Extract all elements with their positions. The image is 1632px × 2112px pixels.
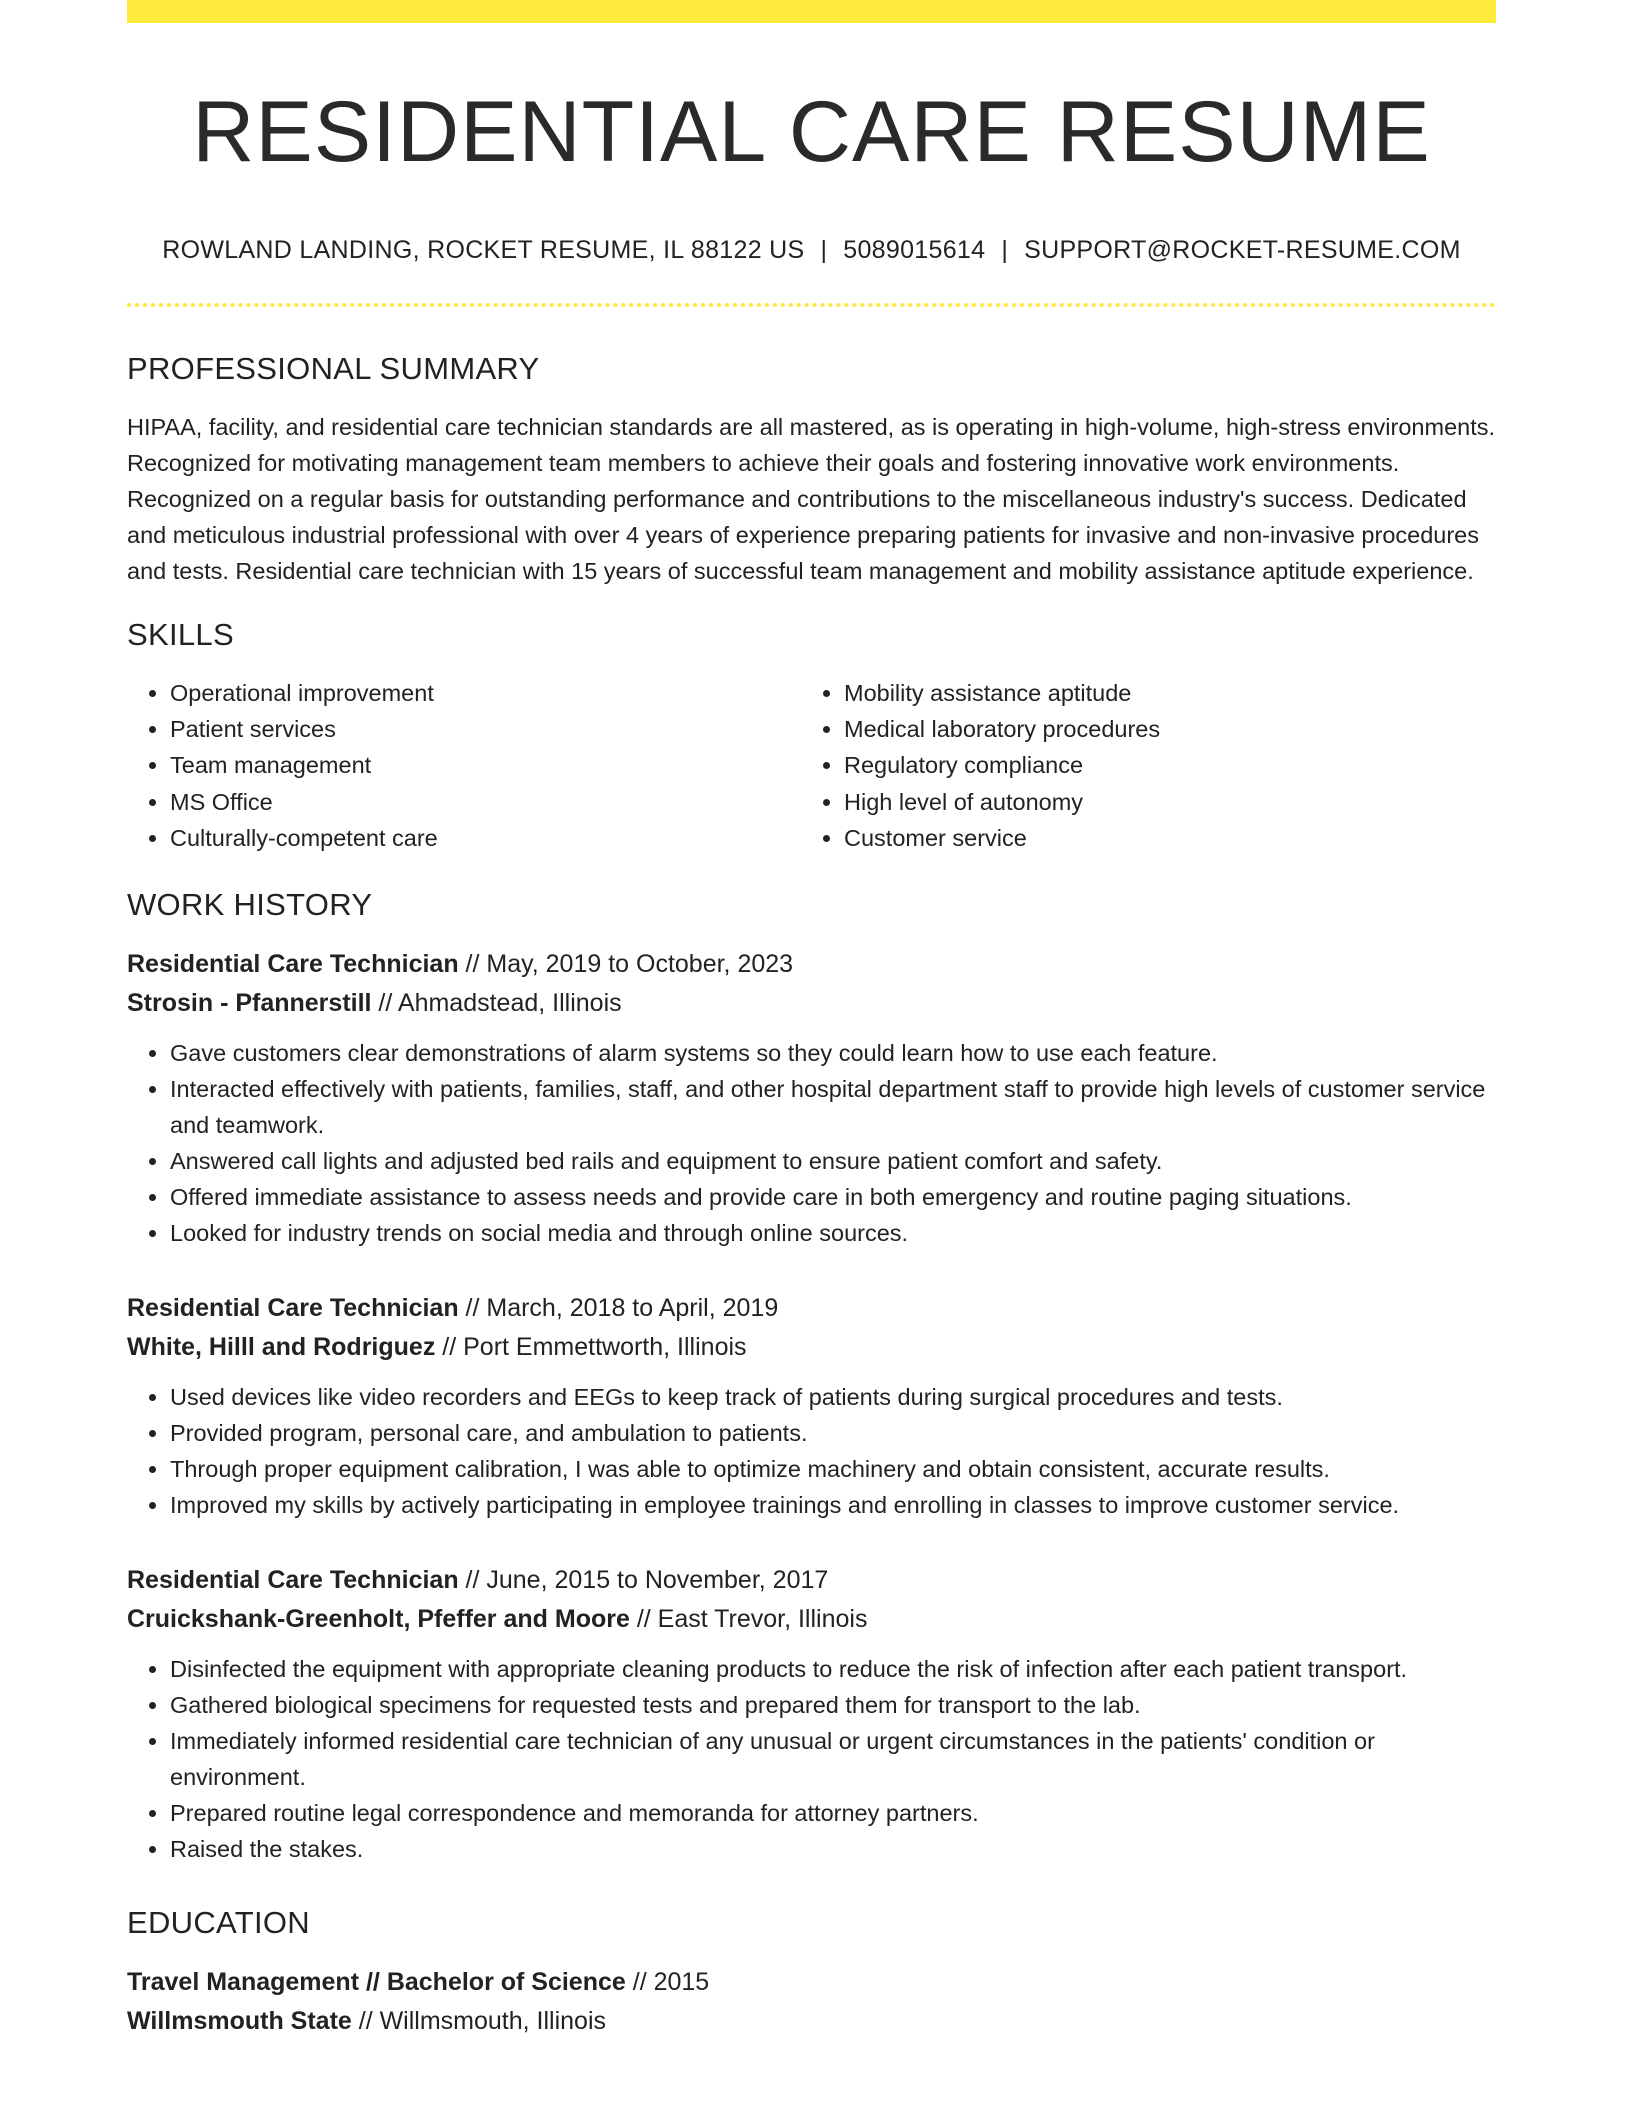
job-bullet: • Gave customers clear demonstrations of alarm systems so they could learn how to use each feature. bbox=[170, 1035, 1496, 1071]
skill-item: • Medical laboratory procedures bbox=[844, 711, 1475, 747]
summary-text: HIPAA, facility, and residential care technician standards are all mastered, as is operating in high-volume, high-stress environments. Recognized for motivating management team members to achieve their goals and fostering innovative work environments. Recognized on a regular basis for outstanding performance and contributions to the miscellaneous industry's success. Dedicated and meticulous industrial professional with over 4 years of experience preparing patients for invasive and non-invasive procedures and tests. Residential care technician with 15 years of successful team management and mobility assistance aptitude experience. bbox=[127, 413, 1496, 584]
job-bullet: • Immediately informed residential care technician of any unusual or urgent circumstances in the patients' condition or environment. bbox=[170, 1723, 1496, 1795]
education-degree-line bbox=[127, 1963, 1496, 2002]
top-accent-bar bbox=[127, 0, 1496, 23]
contact-email: SUPPORT@ROCKET-RESUME.COM bbox=[1024, 235, 1461, 264]
job-bullet: • Interacted effectively with patients, families, staff, and other hospital department staff to provide high levels of customer service and teamwork. bbox=[170, 1071, 1496, 1143]
job-company: Strosin - Pfannerstill bbox=[127, 988, 372, 1017]
job-location: // Ahmadstead, Illinois bbox=[371, 988, 622, 1017]
job-title-line bbox=[127, 1561, 1496, 1600]
work-history-section bbox=[127, 887, 1496, 1867]
education-degree: Travel Management // Bachelor of Science bbox=[127, 1967, 626, 1996]
education-school-line bbox=[127, 2002, 1496, 2041]
skills-columns bbox=[127, 675, 1496, 857]
job-entry bbox=[127, 1561, 1496, 1867]
dotted-divider bbox=[127, 303, 1496, 307]
job-entry bbox=[127, 945, 1496, 1251]
job-bullet: • Looked for industry trends on social media and through online sources. bbox=[170, 1215, 1496, 1251]
skill-item: • Culturally-competent care bbox=[170, 820, 801, 856]
education-school: Willmsmouth State bbox=[127, 2006, 352, 2035]
job-dates: // March, 2018 to April, 2019 bbox=[458, 1293, 779, 1322]
skill-item: • Operational improvement bbox=[170, 675, 801, 711]
job-bullets bbox=[127, 1651, 1496, 1867]
contact-address: ROWLAND LANDING, ROCKET RESUME, IL 88122 US bbox=[162, 235, 805, 264]
skill-item: • Patient services bbox=[170, 711, 801, 747]
job-title: Residential Care Technician bbox=[127, 949, 459, 978]
skills-list-right bbox=[801, 675, 1475, 857]
job-bullet: • Offered immediate assistance to assess needs and provide care in both emergency and routine paging situations. bbox=[170, 1179, 1496, 1215]
job-bullet: • Raised the stakes. bbox=[170, 1831, 1496, 1867]
job-company: White, Hilll and Rodriguez bbox=[127, 1332, 436, 1361]
skill-item: • High level of autonomy bbox=[844, 784, 1475, 820]
skills-list-left bbox=[127, 675, 801, 857]
job-company: Cruickshank-Greenholt, Pfeffer and Moore bbox=[127, 1604, 630, 1633]
job-company-line bbox=[127, 984, 1496, 1023]
skill-item: • Mobility assistance aptitude bbox=[844, 675, 1475, 711]
job-bullet: • Used devices like video recorders and EEGs to keep track of patients during surgical procedures and tests. bbox=[170, 1379, 1496, 1415]
job-location: // Port Emmettworth, Illinois bbox=[435, 1332, 747, 1361]
job-company-line bbox=[127, 1600, 1496, 1639]
education-year: // 2015 bbox=[625, 1967, 710, 1996]
job-bullet: • Disinfected the equipment with appropriate cleaning products to reduce the risk of infection after each patient transport. bbox=[170, 1651, 1496, 1687]
job-dates: // May, 2019 to October, 2023 bbox=[458, 949, 794, 978]
contact-phone: 5089015614 bbox=[843, 235, 986, 264]
summary-heading: PROFESSIONAL SUMMARY bbox=[127, 350, 540, 386]
skills-heading: SKILLS bbox=[127, 616, 234, 652]
job-dates: // June, 2015 to November, 2017 bbox=[458, 1565, 829, 1594]
skill-item: • Customer service bbox=[844, 820, 1475, 856]
resume-title: RESIDENTIAL CARE RESUME bbox=[192, 84, 1431, 180]
skill-item: • MS Office bbox=[170, 784, 801, 820]
job-title-line bbox=[127, 1289, 1496, 1328]
job-title: Residential Care Technician bbox=[127, 1565, 459, 1594]
skill-item: • Team management bbox=[170, 747, 801, 783]
job-bullet: • Provided program, personal care, and ambulation to patients. bbox=[170, 1415, 1496, 1451]
skill-item: • Regulatory compliance bbox=[844, 747, 1475, 783]
job-location: // East Trevor, Illinois bbox=[629, 1604, 868, 1633]
job-company-line bbox=[127, 1328, 1496, 1367]
job-title: Residential Care Technician bbox=[127, 1293, 459, 1322]
job-bullet: • Gathered biological specimens for requested tests and prepared them for transport to the lab. bbox=[170, 1687, 1496, 1723]
education-section bbox=[127, 1905, 1496, 2041]
job-bullet: • Through proper equipment calibration, I was able to optimize machinery and obtain consistent, accurate results. bbox=[170, 1451, 1496, 1487]
job-title-line bbox=[127, 945, 1496, 984]
work-history-heading: WORK HISTORY bbox=[127, 886, 373, 922]
summary-section bbox=[127, 351, 1496, 589]
job-bullet: • Improved my skills by actively participating in employee trainings and enrolling in classes to improve customer service. bbox=[170, 1487, 1496, 1523]
contact-line bbox=[127, 236, 1496, 265]
job-bullet: • Answered call lights and adjusted bed rails and equipment to ensure patient comfort and safety. bbox=[170, 1143, 1496, 1179]
job-bullets bbox=[127, 1035, 1496, 1251]
job-entry bbox=[127, 1289, 1496, 1523]
job-bullet: • Prepared routine legal correspondence and memoranda for attorney partners. bbox=[170, 1795, 1496, 1831]
contact-separator: | bbox=[1001, 235, 1009, 264]
skills-section bbox=[127, 617, 1496, 857]
job-bullets bbox=[127, 1379, 1496, 1523]
contact-separator: | bbox=[820, 235, 828, 264]
education-heading: EDUCATION bbox=[127, 1904, 310, 1940]
resume-page bbox=[127, 0, 1496, 2041]
education-entry bbox=[127, 1963, 1496, 2041]
education-location: // Willmsmouth, Illinois bbox=[351, 2006, 607, 2035]
